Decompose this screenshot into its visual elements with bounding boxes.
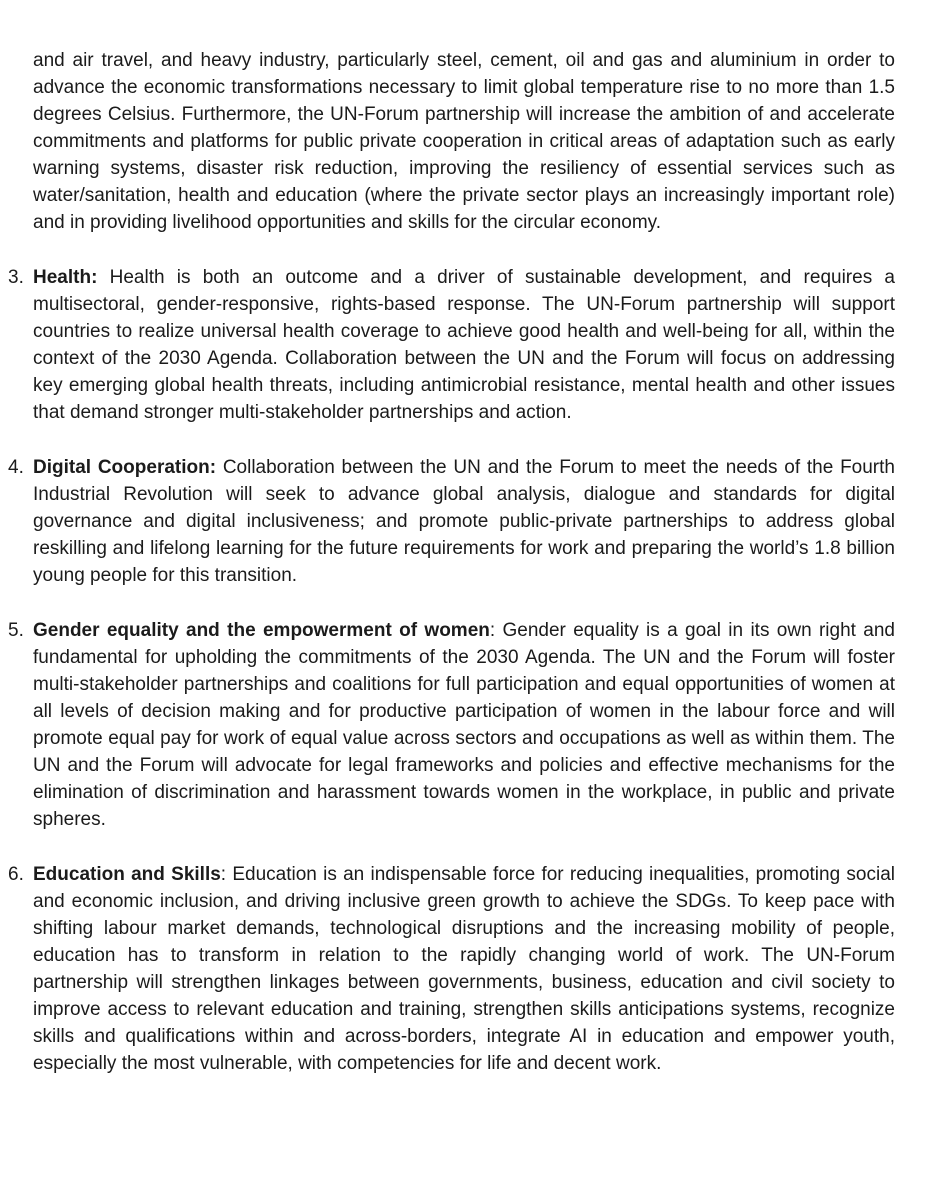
list-item-health <box>8 264 895 426</box>
item-body: : Gender equality is a goal in its own right and fundamental for upholding the commitments of the 2030 Agenda. The UN and the Forum will foster multi-stakeholder partnerships and coalitions for full participation and equal opportunities of women at all levels of decision making and for productive participation of women in the labour force and will promote equal pay for work of equal value across sectors and occupations as well as within them. The UN and the Forum will advocate for legal frameworks and policies and effective mechanisms for the elimination of discrimination and harassment towards women in the workplace, in public and private spheres. <box>33 620 895 830</box>
list-item-gender-equality <box>8 617 895 833</box>
item-body: : Education is an indispensable force for reducing inequalities, promoting social and economic inclusion, and driving inclusive green growth to achieve the SDGs. To keep pace with shifting labour market demands, technological disruptions and the increasing mobility of people, education has to transform in relation to the rapidly changing world of work. The UN-Forum partnership will strengthen linkages between governments, business, education and civil society to improve access to relevant education and training, strengthen skills anticipations systems, recognize skills and qualifications within and across-borders, integrate AI in education and empower youth, especially the most vulnerable, with competencies for life and decent work. <box>33 864 895 1074</box>
list-number: 6. <box>8 864 24 885</box>
list-item-text <box>33 264 895 426</box>
list-number: 5. <box>8 620 24 641</box>
list-number: 3. <box>8 267 24 288</box>
list-item-digital-cooperation <box>8 454 895 589</box>
item-title: Health: <box>33 267 98 288</box>
list-item-text <box>33 617 895 833</box>
list-item-text <box>33 454 895 589</box>
list-number: 4. <box>8 457 24 478</box>
item-body: Health is both an outcome and a driver of sustainable development, and requires a multisectoral, gender-responsive, rights-based response. The UN-Forum partnership will support countries to realize universal health coverage to achieve good health and well-being for all, within the context of the 2030 Agenda. Collaboration between the UN and the Forum will focus on addressing key emerging global health threats, including antimicrobial resistance, mental health and other issues that demand stronger multi-stakeholder partnerships and action. <box>33 267 895 423</box>
item-title: Gender equality and the empowerment of women <box>33 620 490 641</box>
item-title: Digital Cooperation: <box>33 457 217 478</box>
item-body: Collaboration between the UN and the Forum to meet the needs of the Fourth Industrial Revolution will seek to advance global analysis, dialogue and standards for digital governance and digital inclusiveness; and promote public-private partnerships to address global reskilling and lifelong learning for the future requirements for work and preparing the world’s 1.8 billion young people for this transition. <box>33 457 895 586</box>
item-title: Education and Skills <box>33 864 221 885</box>
list-item-education-skills <box>8 861 895 1077</box>
list-item-text <box>33 861 895 1077</box>
paragraph-continuation: and air travel, and heavy industry, particularly steel, cement, oil and gas and aluminium in order to advance the economic transformations necessary to limit global temperature rise to no more than 1.5 degrees Celsius. Furthermore, the UN-Forum partnership will increase the ambition of and accelerate commitments and platforms for public private cooperation in critical areas of adaptation such as early warning systems, disaster risk reduction, improving the resiliency of essential services such as water/sanitation, health and education (where the private sector plays an increasingly important role) and in providing livelihood opportunities and skills for the circular economy. <box>33 50 895 233</box>
